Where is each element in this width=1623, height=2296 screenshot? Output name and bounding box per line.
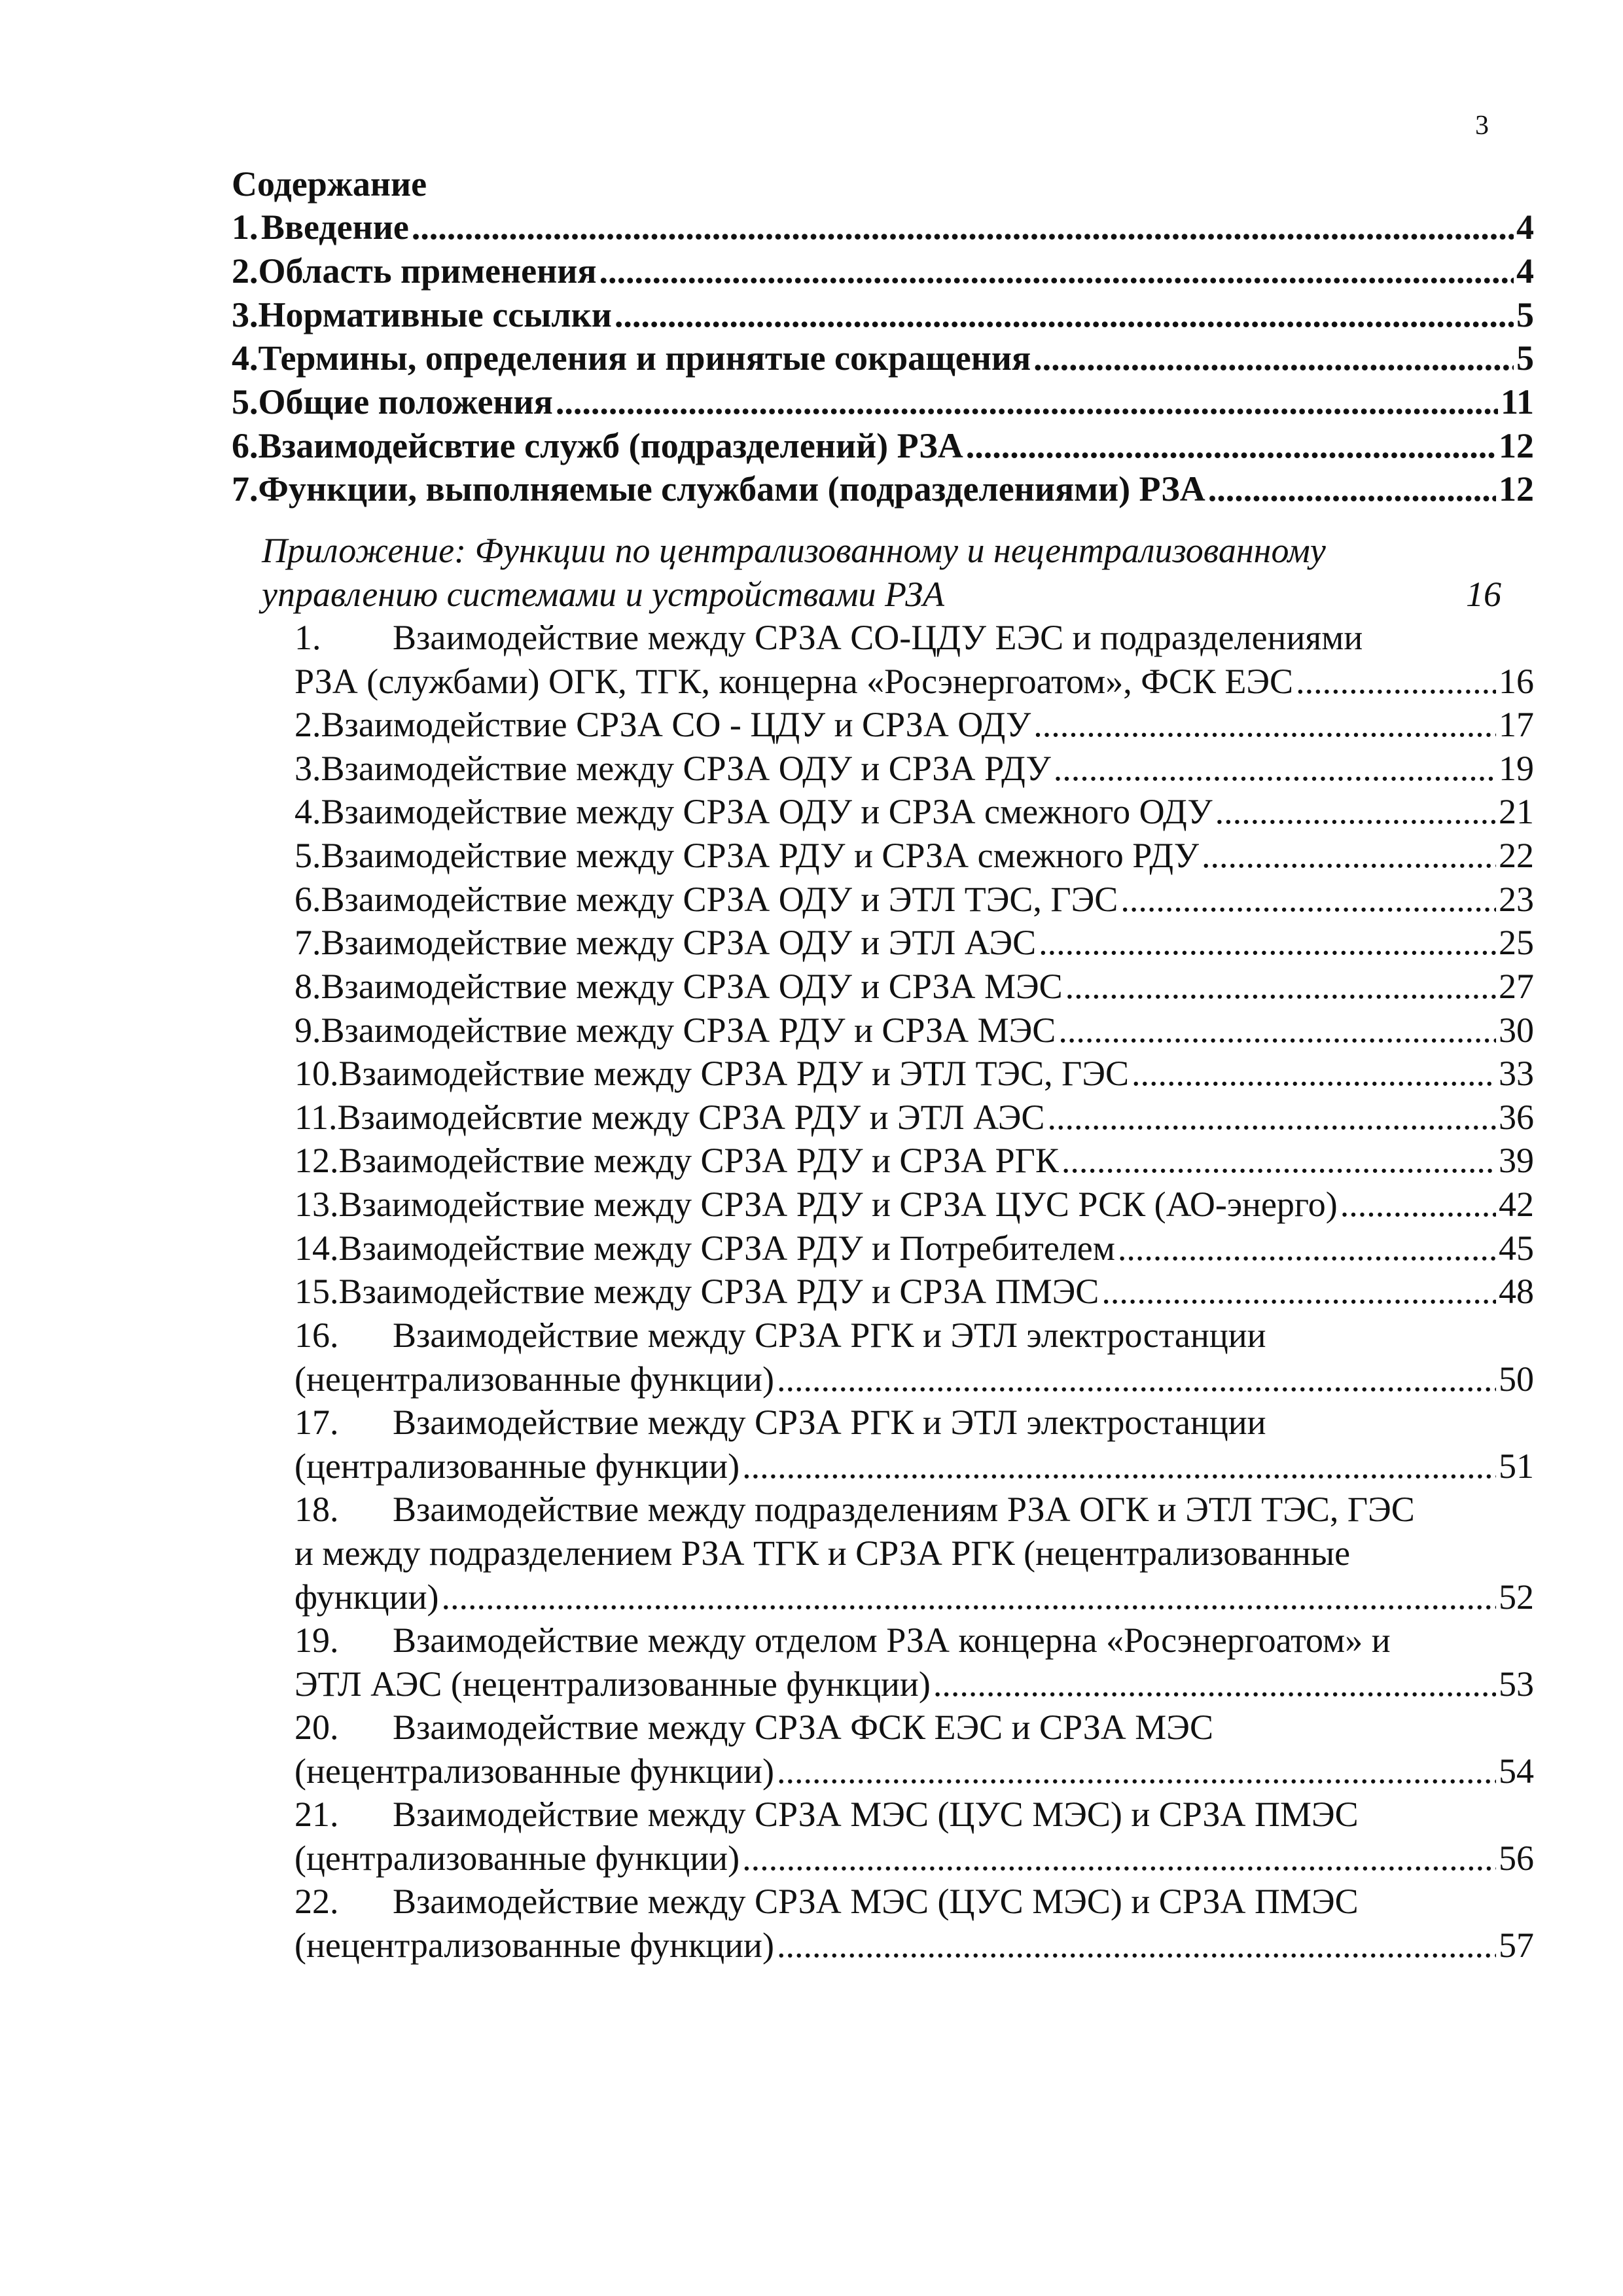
appendix-title-line-2: управлению системами и устройствами РЗА: [262, 575, 944, 614]
dot-leader: [1120, 879, 1496, 920]
sub-title: Взаимодействие между СРЗА СО-ЦДУ ЕЭС и подразделениями: [393, 618, 1363, 657]
dot-leader: [615, 295, 1514, 335]
sub-title: Взаимодействие между СРЗА ОДУ и ЭТЛ АЭС: [321, 923, 1037, 962]
toc-sub-2[interactable]: [294, 704, 1534, 745]
sub-number: 4.: [294, 792, 321, 831]
toc-sub-6[interactable]: [294, 879, 1534, 920]
toc-sub-18-line-2[interactable]: [294, 1533, 1350, 1573]
dot-leader: [1101, 1271, 1496, 1312]
toc-sub-7[interactable]: [294, 922, 1534, 963]
sub-page: 39: [1499, 1141, 1534, 1180]
section-page: 5: [1516, 338, 1534, 378]
page-number: 3: [1475, 111, 1489, 141]
dot-leader: [1296, 661, 1496, 702]
sub-title: Взаимодействие между СРЗА ОДУ и СРЗА РДУ: [321, 749, 1051, 788]
toc-sub-18-line-1[interactable]: [294, 1489, 1415, 1530]
sub-title: Взаимодействие между СРЗА РДУ и СРЗА ЦУС РСК (АО-энерго): [338, 1185, 1338, 1224]
sub-number: 18.: [294, 1490, 339, 1529]
dot-leader: [1215, 791, 1496, 832]
sub-number: 14.: [294, 1229, 339, 1268]
section-page: 12: [1499, 426, 1534, 465]
sub-page: 17: [1499, 705, 1534, 744]
section-number: 2.: [232, 251, 259, 291]
toc-sub-21[interactable]: [294, 1838, 1534, 1878]
sub-number: 5.: [294, 836, 321, 875]
dot-leader: [1065, 966, 1496, 1007]
sub-number: 10.: [294, 1054, 339, 1093]
section-page: 5: [1516, 295, 1534, 334]
sub-page: 57: [1499, 1926, 1534, 1965]
toc-sub-22[interactable]: [294, 1925, 1534, 1965]
toc-sub-3[interactable]: [294, 748, 1534, 789]
appendix-page: 16: [1466, 575, 1501, 614]
dot-leader: [966, 425, 1496, 466]
dot-leader: [1033, 338, 1514, 378]
toc-sub-4[interactable]: [294, 791, 1534, 832]
dot-leader: [777, 1751, 1496, 1791]
sub-page: 45: [1499, 1229, 1534, 1268]
sub-page: 30: [1499, 1011, 1534, 1050]
toc-section-6[interactable]: [232, 425, 1534, 466]
sub-title: Взаимодействие между СРЗА РДУ и СРЗА МЭС: [321, 1011, 1056, 1050]
toc-sub-12[interactable]: [294, 1140, 1534, 1181]
sub-number: 15.: [294, 1272, 339, 1311]
dot-leader: [1118, 1228, 1496, 1268]
sub-page: 54: [1499, 1751, 1534, 1791]
dot-leader: [1202, 835, 1496, 876]
section-title: Введение: [260, 207, 409, 247]
toc-sub-14[interactable]: [294, 1228, 1534, 1268]
toc-sub-16[interactable]: [294, 1359, 1534, 1399]
section-number: 3.: [232, 295, 259, 334]
sub-number: 11.: [294, 1098, 338, 1137]
sub-title: Взаимодействие между СРЗА ОДУ и ЭТЛ ТЭС, ГЭС: [321, 880, 1118, 919]
dot-leader: [742, 1838, 1496, 1878]
toc-sub-19-line-1[interactable]: [294, 1620, 1391, 1660]
dot-leader: [1340, 1184, 1496, 1225]
dot-leader: [412, 207, 1514, 247]
dot-leader: [1033, 704, 1496, 745]
sub-title: Взаимодействие между СРЗА РГК и ЭТЛ электростанции: [393, 1403, 1266, 1442]
dot-leader: [556, 382, 1498, 422]
sub-title: (нецентрализованные функции): [294, 1926, 774, 1965]
toc-sub-8[interactable]: [294, 966, 1534, 1007]
sub-title: Взаимодействие между СРЗА РДУ и ЭТЛ ТЭС, ГЭС: [338, 1054, 1129, 1093]
sub-number: 22.: [294, 1882, 339, 1921]
sub-number: 20.: [294, 1708, 339, 1747]
toc-sub-20[interactable]: [294, 1751, 1534, 1791]
dot-leader: [441, 1577, 1496, 1617]
toc-sub-10[interactable]: [294, 1053, 1534, 1094]
sub-page: 16: [1499, 662, 1534, 701]
toc-sub-5[interactable]: [294, 835, 1534, 876]
toc-sub-16-line-1[interactable]: [294, 1315, 1266, 1355]
sub-title: Взаимодействие между СРЗА ОДУ и СРЗА МЭС: [321, 967, 1063, 1006]
sub-number: 21.: [294, 1795, 339, 1834]
sub-page: 56: [1499, 1839, 1534, 1878]
dot-leader: [1054, 748, 1496, 789]
section-title: Функции, выполняемые службами (подразделениями) РЗА: [258, 469, 1205, 509]
toc-heading: Содержание: [232, 164, 427, 204]
sub-page: 27: [1499, 967, 1534, 1006]
toc-sub-17[interactable]: [294, 1446, 1534, 1486]
sub-number: 16.: [294, 1316, 339, 1355]
sub-title: Взаимодействие между СРЗА РДУ и Потребителем: [338, 1229, 1115, 1268]
toc-section-5[interactable]: [232, 382, 1534, 422]
sub-title: Взаимодействие между СРЗА РДУ и СРЗА ПМЭС: [338, 1272, 1099, 1311]
sub-title: Взаимодействие СРЗА СО - ЦДУ и СРЗА ОДУ: [321, 705, 1031, 744]
toc-sub-21-line-1[interactable]: [294, 1794, 1359, 1835]
section-number: 6.: [232, 426, 259, 465]
toc-section-1[interactable]: [232, 207, 1534, 247]
sub-title: Взаимодействие между СРЗА РДУ и СРЗА смежного РДУ: [321, 836, 1199, 875]
sub-page: 50: [1499, 1359, 1534, 1399]
section-title: Нормативные ссылки: [258, 295, 612, 334]
sub-page: 19: [1499, 749, 1534, 788]
toc-sub-1-line-1[interactable]: [294, 617, 1363, 658]
toc-sub-18[interactable]: [294, 1577, 1534, 1617]
sub-title: Взаимодействие между СРЗА МЭС (ЦУС МЭС) и СРЗА ПМЭС: [393, 1795, 1359, 1834]
appendix-title-line-1: Приложение: Функции по централизованному и нецентрализованному: [262, 531, 1326, 570]
sub-number: 13.: [294, 1185, 339, 1224]
section-page: 12: [1499, 469, 1534, 509]
dot-leader: [1047, 1097, 1496, 1138]
dot-leader: [1039, 922, 1496, 963]
sub-title: Взаимодействие между СРЗА РДУ и СРЗА РГК: [338, 1141, 1059, 1180]
sub-number: 12.: [294, 1141, 339, 1180]
dot-leader: [933, 1664, 1496, 1704]
sub-title: Взаимодейсвтие между СРЗА РДУ и ЭТЛ АЭС: [337, 1098, 1045, 1137]
toc-sub-19[interactable]: [294, 1664, 1534, 1704]
dot-leader: [742, 1446, 1496, 1486]
section-number: 5.: [232, 382, 259, 422]
section-number: 1.: [232, 207, 259, 247]
sub-title: Взаимодействие между СРЗА ОДУ и СРЗА смежного ОДУ: [321, 792, 1213, 831]
sub-number: 2.: [294, 705, 321, 744]
sub-page: 23: [1499, 880, 1534, 919]
sub-title: Взаимодействие между СРЗА ФСК ЕЭС и СРЗА МЭС: [393, 1708, 1213, 1747]
section-title: Область применения: [258, 251, 597, 291]
sub-page: 53: [1499, 1664, 1534, 1704]
dot-leader: [1208, 469, 1496, 509]
sub-page: 21: [1499, 792, 1534, 831]
sub-number: 7.: [294, 923, 321, 962]
sub-title: (нецентрализованные функции): [294, 1359, 774, 1399]
sub-page: 25: [1499, 923, 1534, 962]
toc-sub-11[interactable]: [294, 1097, 1534, 1138]
section-page: 4: [1516, 207, 1534, 247]
toc-sub-13[interactable]: [294, 1184, 1534, 1225]
sub-number: 19.: [294, 1621, 339, 1660]
sub-page: 48: [1499, 1272, 1534, 1311]
sub-number: 9.: [294, 1011, 321, 1050]
sub-number: 17.: [294, 1403, 339, 1442]
section-title: Общие положения: [258, 382, 553, 422]
sub-page: 42: [1499, 1185, 1534, 1224]
dot-leader: [777, 1359, 1496, 1399]
sub-title: Взаимодействие между СРЗА РГК и ЭТЛ электростанции: [393, 1316, 1266, 1355]
section-number: 4.: [232, 338, 259, 378]
toc-section-4[interactable]: [232, 338, 1534, 378]
sub-title: РЗА (службами) ОГК, ТГК, концерна «Росэнергоатом», ФСК ЕЭС: [294, 662, 1294, 701]
toc-sub-20-line-1[interactable]: [294, 1707, 1213, 1748]
toc-sub-17-line-1[interactable]: [294, 1402, 1266, 1443]
dot-leader: [1058, 1010, 1496, 1050]
sub-number: 3.: [294, 749, 321, 788]
dot-leader: [1061, 1140, 1496, 1181]
dot-leader: [1132, 1053, 1496, 1094]
sub-title: (централизованные функции): [294, 1839, 740, 1878]
toc-sub-1[interactable]: [294, 661, 1534, 702]
sub-title: Взаимодействие между отделом РЗА концерна «Росэнергоатом» и: [393, 1621, 1391, 1660]
sub-number: 6.: [294, 880, 321, 919]
section-title: Термины, определения и принятые сокращения: [258, 338, 1031, 378]
sub-number: 1.: [294, 618, 321, 657]
sub-title: (нецентрализованные функции): [294, 1751, 774, 1791]
toc-sub-9[interactable]: [294, 1010, 1534, 1050]
sub-title: Взаимодействие между СРЗА МЭС (ЦУС МЭС) и СРЗА ПМЭС: [393, 1882, 1359, 1921]
dot-leader: [777, 1925, 1496, 1965]
sub-title: функции): [294, 1577, 439, 1617]
dot-leader: [599, 251, 1514, 291]
sub-title: ЭТЛ АЭС (нецентрализованные функции): [294, 1664, 931, 1704]
sub-page: 33: [1499, 1054, 1534, 1093]
toc-sub-22-line-1[interactable]: [294, 1881, 1359, 1922]
toc-section-3[interactable]: [232, 295, 1534, 335]
sub-title: Взаимодействие между подразделениям РЗА ОГК и ЭТЛ ТЭС, ГЭС: [393, 1490, 1415, 1529]
section-number: 7.: [232, 469, 259, 509]
sub-page: 51: [1499, 1446, 1534, 1486]
sub-page: 52: [1499, 1577, 1534, 1617]
sub-page: 36: [1499, 1098, 1534, 1137]
toc-section-7[interactable]: [232, 469, 1534, 509]
sub-title: и между подразделением РЗА ТГК и СРЗА РГК (нецентрализованные: [294, 1534, 1351, 1573]
section-page: 4: [1516, 251, 1534, 291]
sub-number: 8.: [294, 967, 321, 1006]
toc-sub-15[interactable]: [294, 1271, 1534, 1312]
section-page: 11: [1500, 382, 1534, 422]
sub-page: 22: [1499, 836, 1534, 875]
toc-section-2[interactable]: [232, 251, 1534, 291]
section-title: Взаимодейсвтие служб (подразделений) РЗА: [258, 426, 963, 465]
sub-title: (централизованные функции): [294, 1446, 740, 1486]
